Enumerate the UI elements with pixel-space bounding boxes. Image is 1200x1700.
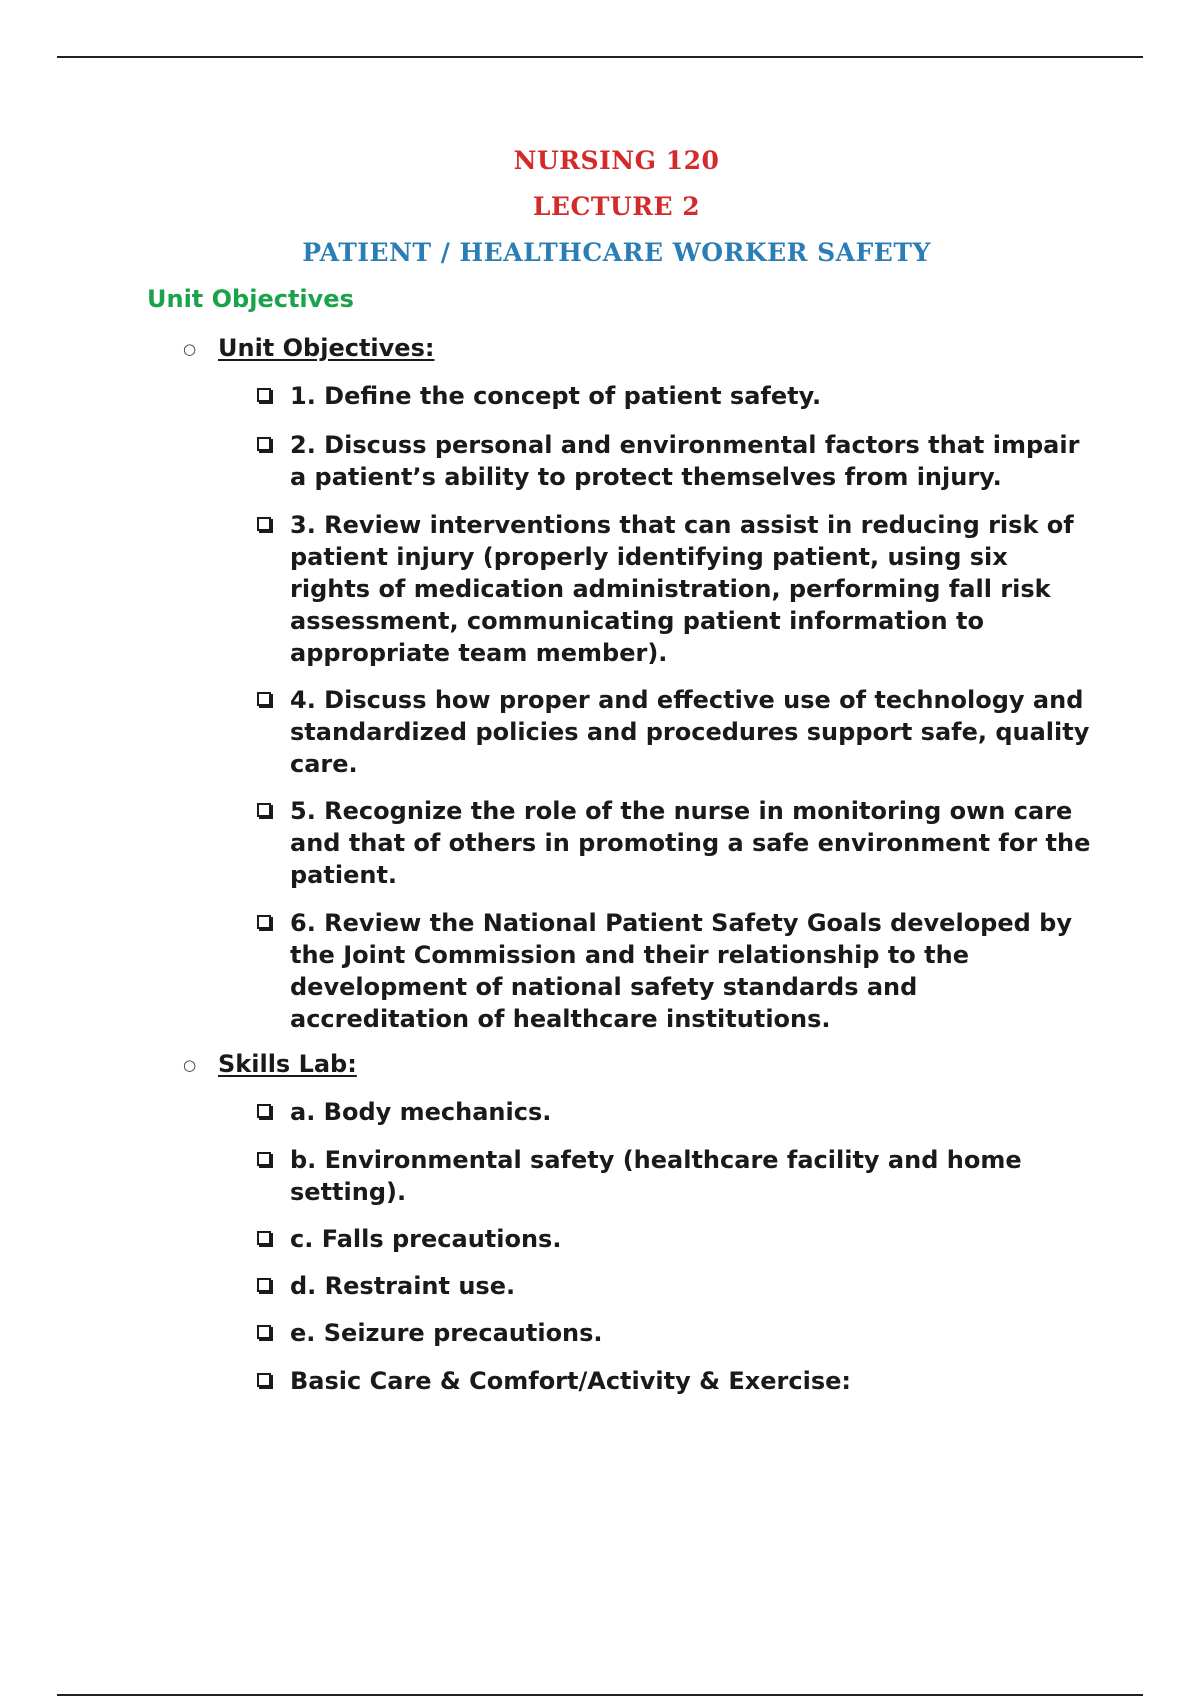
list-item: [0, 1270, 1095, 1302]
objectives-group-header: [0, 334, 1200, 366]
list-item: [0, 907, 1095, 1035]
checkbox-icon: [257, 437, 271, 451]
checkbox-icon: [257, 517, 271, 531]
hollow-circle-bullet-icon: ○: [183, 340, 197, 358]
list-item-text: d. Restraint use.: [290, 1272, 516, 1300]
list-item-text: a. Body mechanics.: [290, 1098, 552, 1126]
hollow-circle-bullet-icon: ○: [183, 1056, 197, 1074]
checkbox-icon: [257, 692, 271, 706]
topic-title: PATIENT / HEALTHCARE WORKER SAFETY: [302, 238, 931, 267]
list-item: [0, 1223, 1095, 1255]
list-item-text: c. Falls precautions.: [290, 1225, 562, 1253]
list-item-text: 2. Discuss personal and environmental factors that impair a patient’s ability to protect themselves from injury.: [290, 431, 1080, 491]
list-item: [0, 1144, 1095, 1208]
list-item: [0, 509, 1095, 669]
list-item: [0, 1317, 1095, 1349]
list-item-text: Basic Care & Comfort/Activity & Exercise:: [290, 1367, 851, 1395]
skills-lab-group-label: Skills Lab:: [218, 1050, 357, 1078]
skills-lab-group-header: [0, 1050, 1200, 1082]
objectives-list: [0, 380, 1200, 1035]
lecture-title: LECTURE 2: [532, 192, 701, 221]
checkbox-icon: [257, 1231, 271, 1245]
list-item: [0, 1365, 1095, 1397]
checkbox-icon: [257, 1104, 271, 1118]
list-item: [0, 380, 1095, 412]
course-title: NURSING 120: [513, 146, 720, 175]
checkbox-icon: [257, 803, 271, 817]
list-item: [0, 684, 1095, 780]
list-item-text: 5. Recognize the role of the nurse in monitoring own care and that of others in promoting a safe environment for the patient.: [290, 797, 1091, 889]
checkbox-icon: [257, 1325, 271, 1339]
list-item: [0, 1096, 1095, 1128]
list-item-text: 4. Discuss how proper and effective use of technology and standardized policies and procedures support safe, quality care.: [290, 686, 1090, 778]
list-item: [0, 795, 1095, 891]
skills-lab-list: [0, 1096, 1200, 1397]
checkbox-icon: [257, 1278, 271, 1292]
list-item-text: 3. Review interventions that can assist in reducing risk of patient injury (properly identifying patient, using six rights of medication administration, performing fall risk assessment, communicating patient information to appropriate team member).: [290, 511, 1074, 667]
list-item-text: b. Environmental safety (healthcare facility and home setting).: [290, 1146, 1022, 1206]
list-item-text: 6. Review the National Patient Safety Goals developed by the Joint Commission and their relationship to the development of national safety standards and accreditation of healthcare institutions.: [290, 909, 1072, 1033]
list-item-text: 1. Define the concept of patient safety.: [290, 382, 822, 410]
bottom-rule: [57, 1694, 1143, 1696]
skills-lab-group: [0, 1050, 1200, 1397]
top-rule: [57, 56, 1143, 58]
list-item-text: e. Seizure precautions.: [290, 1319, 603, 1347]
section-heading: Unit Objectives: [147, 285, 354, 313]
objectives-group: [0, 334, 1200, 1035]
checkbox-icon: [257, 1152, 271, 1166]
checkbox-icon: [257, 1373, 271, 1387]
objectives-group-label: Unit Objectives:: [218, 334, 435, 362]
checkbox-icon: [257, 388, 271, 402]
list-item: [0, 429, 1095, 493]
checkbox-icon: [257, 915, 271, 929]
